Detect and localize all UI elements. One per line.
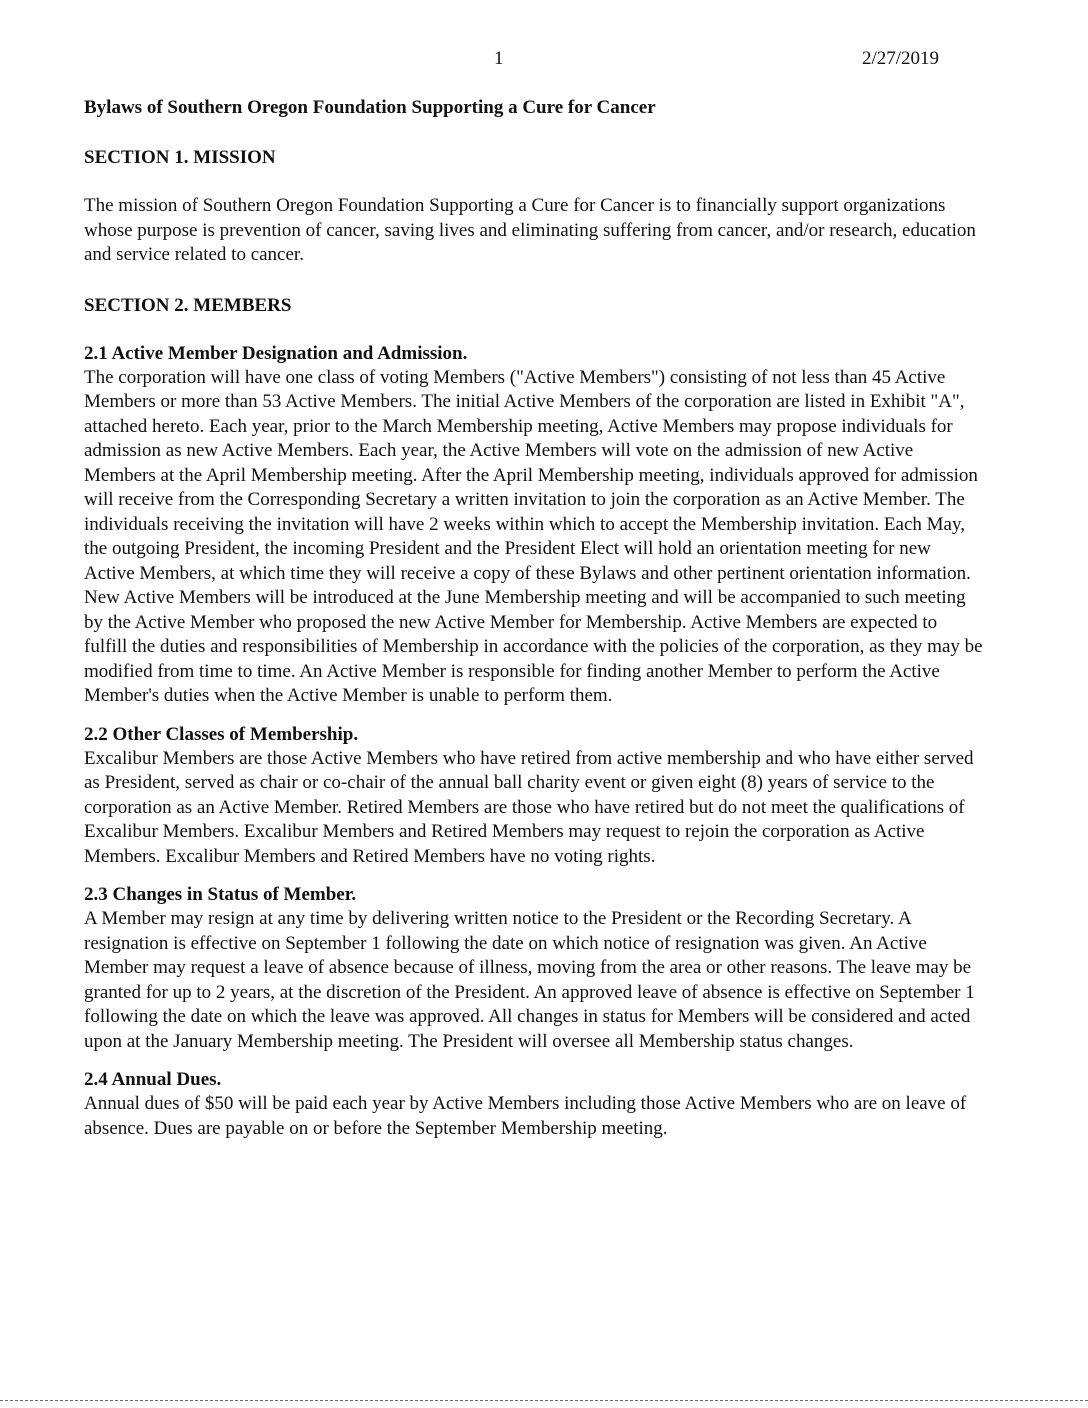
subsection-2-3-paragraph: A Member may resign at any time by delivering written notice to the President or the Recording Secretary. A resignation is effective on September 1 following the date on which notice of resignation was given. An Active Member may request a leave of absence because of illness, moving from the area or other reasons. The leave may be granted for up to 2 years, at the discretion of the President. An approved leave of absence is effective on September 1 following the date on which the leave was approved. All changes in status for Members will be considered and acted upon at the January Membership meeting. The President will oversee all Membership status changes.	[84, 908, 975, 1052]
section-1-heading: SECTION 1. MISSION	[84, 147, 276, 168]
subsection-2-1-paragraph: The corporation will have one class of voting Members ("Active Members") consisting of not less than 45 Active Members or more than 53 Active Members. The initial Active Members of the corporation are listed in Exhibit "A", attached hereto. Each year, prior to the March Membership meeting, Active Members may propose individuals for admission as new Active Members. Each year, the Active Members will vote on the admission of new Active Members at the April Membership meeting. After the April Membership meeting, individuals approved for admission will receive from the Corresponding Secretary a written invitation to join the corporation as an Active Member. The individuals receiving the invitation will have 2 weeks within which to accept the Membership invitation. Each May, the outgoing President, the incoming President and the President Elect will hold an orientation meeting for new Active Members, at which time they will receive a copy of these Bylaws and other pertinent orientation information. New Active Members will be introduced at the June Membership meeting and will be accompanied to such meeting by the Active Member who proposed the new Active Member for Membership. Active Members are expected to fulfill the duties and responsibilities of Membership in accordance with the policies of the corporation, as they may be modified from time to time. An Active Member is responsible for finding another Member to perform the Active Member's duties when the Active Member is unable to perform them.	[84, 366, 983, 706]
section-2-heading: SECTION 2. MEMBERS	[84, 294, 292, 316]
subsection-2-3	[84, 883, 984, 1054]
section-mission	[84, 146, 984, 268]
subsection-2-1	[84, 342, 984, 709]
footer-divider	[0, 1400, 1088, 1401]
subsection-2-3-heading: 2.3 Changes in Status of Member.	[84, 884, 357, 905]
subsection-2-4-paragraph: Annual dues of $50 will be paid each year by Active Members including those Active Members who are on leave of absence. Dues are payable on or before the September Membership meeting.	[84, 1093, 967, 1139]
page-number: 1	[494, 48, 504, 69]
document-body	[84, 96, 984, 1155]
subsection-2-1-heading: 2.1 Active Member Designation and Admission.	[84, 342, 468, 364]
document-title: Bylaws of Southern Oregon Foundation Supporting a Cure for Cancer	[84, 97, 656, 118]
subsection-2-2-heading: 2.2 Other Classes of Membership.	[84, 723, 359, 745]
document-date: 2/27/2019	[862, 48, 940, 69]
subsection-2-2	[84, 723, 984, 870]
subsection-2-4	[84, 1068, 984, 1141]
subsection-2-2-paragraph: Excalibur Members are those Active Members who have retired from active membership and who have either served as President, served as chair or co-chair of the annual ball charity event or given eight (8) years of service to the corporation as an Active Member. Retired Members are those who have retired but do not meet the qualifications of Excalibur Members. Excalibur Members and Retired Members may request to rejoin the corporation as Active Members. Excalibur Members and Retired Members have no voting rights.	[84, 747, 974, 867]
mission-paragraph: The mission of Southern Oregon Foundation Supporting a Cure for Cancer is to financially support organizations whose purpose is prevention of cancer, saving lives and eliminating suffering from cancer, and/or research, education and service related to cancer.	[84, 195, 976, 265]
section-members	[84, 294, 984, 1142]
subsection-2-4-heading: 2.4 Annual Dues.	[84, 1069, 222, 1090]
